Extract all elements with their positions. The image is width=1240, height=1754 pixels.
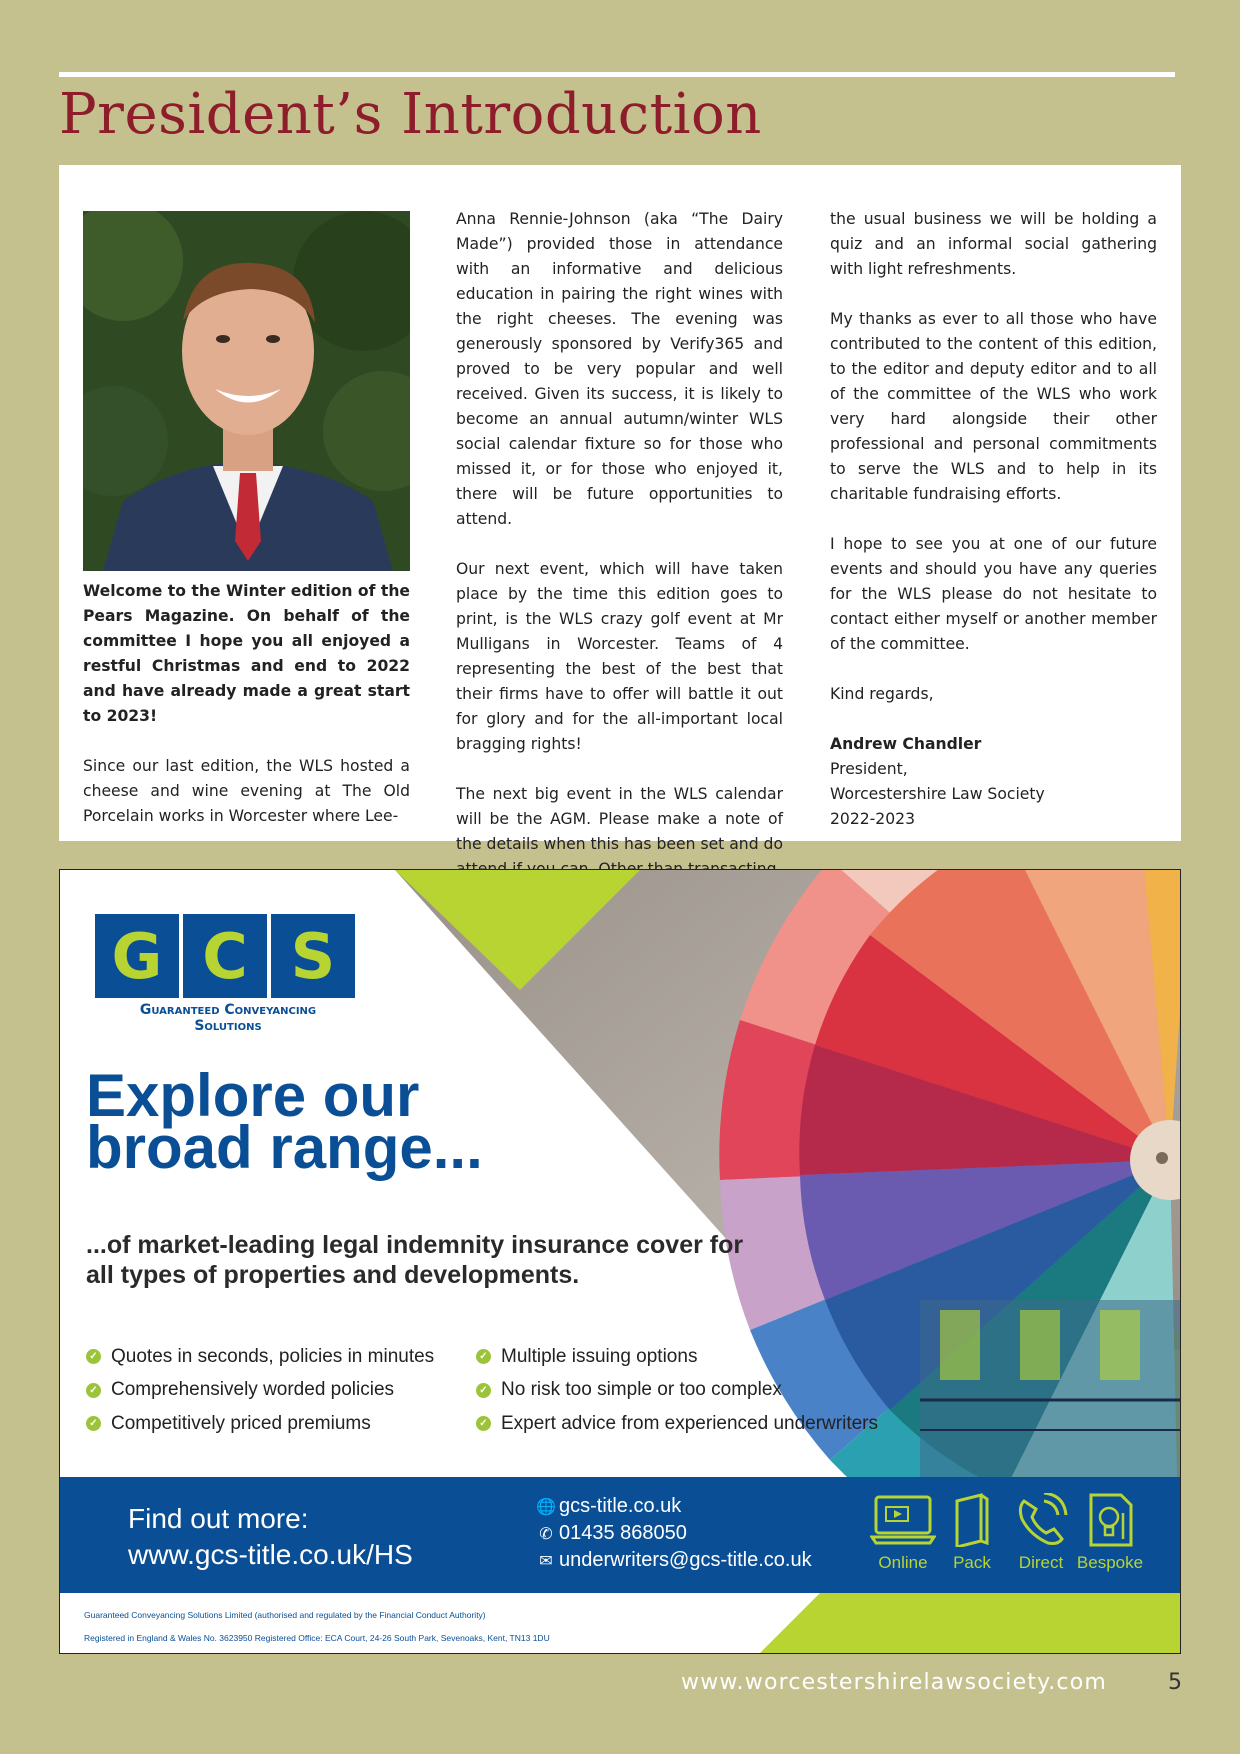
gcs-advertisement bbox=[59, 869, 1181, 1654]
phone-icon: ✆ bbox=[539, 1525, 553, 1543]
article-panel bbox=[59, 165, 1181, 853]
logo-tagline-line-2: Solutions bbox=[194, 1018, 262, 1034]
gcs-logo bbox=[95, 914, 361, 1034]
globe-icon: 🌐 bbox=[536, 1498, 556, 1516]
article-paragraph: Since our last edition, the WLS hosted a cheese and wine evening at The Old Porcelain works in Worcester where Lee- bbox=[83, 757, 410, 825]
contact-web-text: gcs-title.co.uk bbox=[559, 1495, 682, 1517]
signature-org: Worcestershire Law Society bbox=[830, 785, 1045, 803]
signature-block bbox=[830, 732, 1157, 832]
logo-letter: G bbox=[95, 914, 179, 998]
check-icon: ✓ bbox=[476, 1349, 491, 1364]
article-paragraph: I hope to see you at one of our future events and should you have any queries for the WLS please do not hesitate to contact either myself or another member of the committee. bbox=[830, 535, 1157, 653]
check-icon: ✓ bbox=[86, 1383, 101, 1398]
building-graphic bbox=[920, 1300, 1180, 1477]
check-icon: ✓ bbox=[86, 1349, 101, 1364]
article-lead: Welcome to the Winter edition of the Pears Magazine. On behalf of the committee I hope you all enjoyed a restful Christmas and end to 2022 and have already made a great start to 2023! bbox=[83, 582, 410, 725]
find-out-more-label: Find out more: bbox=[128, 1503, 309, 1534]
feature-text: Quotes in seconds, policies in minutes bbox=[111, 1345, 435, 1367]
article-paragraph: the usual business we will be holding a quiz and an informal social gathering with light refreshments. bbox=[830, 210, 1157, 278]
ad-headline bbox=[86, 1062, 483, 1181]
contact-email[interactable] bbox=[537, 1549, 812, 1572]
contact-web[interactable] bbox=[537, 1495, 681, 1518]
top-rule bbox=[59, 72, 1175, 77]
feature-item bbox=[476, 1340, 878, 1374]
article-paragraph: Anna Rennie-Johnson (aka “The Dairy Made”) provided those in attendance with an informative and delicious education in pairing the right wines with the right cheeses. The evening was generously sponsored by Verify365 and proved to be very popular and well received. Given its success, it is likely to become an annual autumn/winter WLS social calendar fixture so for those who missed it, or for those who enjoyed it, there will be future opportunities to attend. bbox=[456, 210, 783, 528]
feature-item bbox=[86, 1340, 434, 1374]
article-paragraph: My thanks as ever to all those who have contributed to the content of this edition, to the editor and deputy editor and to all of the committee of the WLS who work very hard alongside their other professional and personal commitments to serve the WLS and to help in its charitable fundraising efforts. bbox=[830, 310, 1157, 503]
feature-item bbox=[86, 1407, 434, 1441]
signature-title: President, bbox=[830, 760, 908, 778]
phone-call-icon bbox=[1008, 1493, 1074, 1547]
contact-bar bbox=[60, 1477, 1180, 1593]
page-title: President’s Introduction bbox=[59, 82, 762, 147]
feature-item bbox=[476, 1374, 878, 1408]
logo-letter-boxes bbox=[95, 914, 361, 998]
footer-website[interactable]: www.worcestershirelawsociety.com bbox=[681, 1670, 1108, 1695]
ad-headline-line-1: Explore our bbox=[86, 1062, 420, 1129]
ad-subhead: ...of market-leading legal indemnity insurance cover for all types of properties and developments. bbox=[86, 1231, 744, 1289]
lightbulb-document-icon bbox=[1077, 1493, 1143, 1547]
service-label: Direct bbox=[1018, 1553, 1064, 1572]
find-out-more-link[interactable]: www.gcs-title.co.uk/HS bbox=[128, 1539, 413, 1570]
logo-tagline bbox=[95, 1002, 361, 1034]
service-bespoke[interactable] bbox=[1075, 1493, 1145, 1573]
feature-item bbox=[86, 1374, 434, 1408]
signature-name: Andrew Chandler bbox=[830, 735, 982, 753]
contact-email-text: underwriters@gcs-title.co.uk bbox=[559, 1549, 812, 1571]
logo-letter: S bbox=[271, 914, 355, 998]
service-label: Online bbox=[878, 1553, 928, 1572]
ad-headline-line-2: broad range... bbox=[86, 1114, 483, 1181]
closing: Kind regards, bbox=[830, 685, 934, 703]
service-direct[interactable] bbox=[1006, 1493, 1076, 1573]
book-icon bbox=[939, 1493, 1005, 1547]
article-column-1 bbox=[83, 211, 410, 854]
feature-text: Multiple issuing options bbox=[501, 1345, 698, 1367]
service-pack[interactable] bbox=[937, 1493, 1007, 1573]
legal-line-1: Guaranteed Conveyancing Solutions Limited (authorised and regulated by the Financial Conduct Authority) bbox=[84, 1610, 486, 1620]
feature-text: Comprehensively worded policies bbox=[111, 1379, 395, 1401]
feature-text: Expert advice from experienced underwriters bbox=[501, 1412, 879, 1434]
feature-text: No risk too simple or too complex bbox=[501, 1379, 782, 1401]
legal-line-2: Registered in England & Wales No. 3623950 Registered Office: ECA Court, 24-26 South Park, Sevenoaks, Kent, TN13 1DU bbox=[84, 1633, 550, 1643]
page-number: 5 bbox=[1168, 1670, 1182, 1695]
feature-item bbox=[476, 1407, 878, 1441]
envelope-icon: ✉ bbox=[539, 1552, 553, 1570]
check-icon: ✓ bbox=[86, 1416, 101, 1431]
signature-years: 2022-2023 bbox=[830, 810, 915, 828]
logo-letter: C bbox=[183, 914, 267, 998]
president-photo bbox=[83, 211, 410, 571]
contact-phone-text: 01435 868050 bbox=[559, 1522, 687, 1544]
article-paragraph: Our next event, which will have taken place by the time this edition goes to print, is the WLS crazy golf event at Mr Mulligans in Worcester. Teams of 4 representing the best of the best that their firms have to offer will battle it out for glory and for the all-important local bragging rights! bbox=[456, 560, 783, 753]
check-icon: ✓ bbox=[476, 1416, 491, 1431]
contact-phone[interactable] bbox=[537, 1522, 687, 1545]
check-icon: ✓ bbox=[476, 1383, 491, 1398]
feature-text: Competitively priced premiums bbox=[111, 1412, 371, 1434]
service-online[interactable] bbox=[868, 1493, 938, 1573]
logo-tagline-line-1: Guaranteed Conveyancing bbox=[139, 1002, 317, 1018]
feature-list-right bbox=[476, 1340, 878, 1441]
laptop-icon bbox=[870, 1493, 936, 1547]
feature-list-left bbox=[86, 1340, 434, 1441]
article-column-3 bbox=[830, 207, 1157, 832]
article-column-2 bbox=[456, 207, 783, 907]
article-paragraph: The next big event in the WLS calendar will be the AGM. Please make a note of the details when this has been set and do bbox=[456, 785, 783, 853]
service-label: Pack bbox=[953, 1553, 991, 1572]
service-label: Bespoke bbox=[1076, 1553, 1144, 1572]
